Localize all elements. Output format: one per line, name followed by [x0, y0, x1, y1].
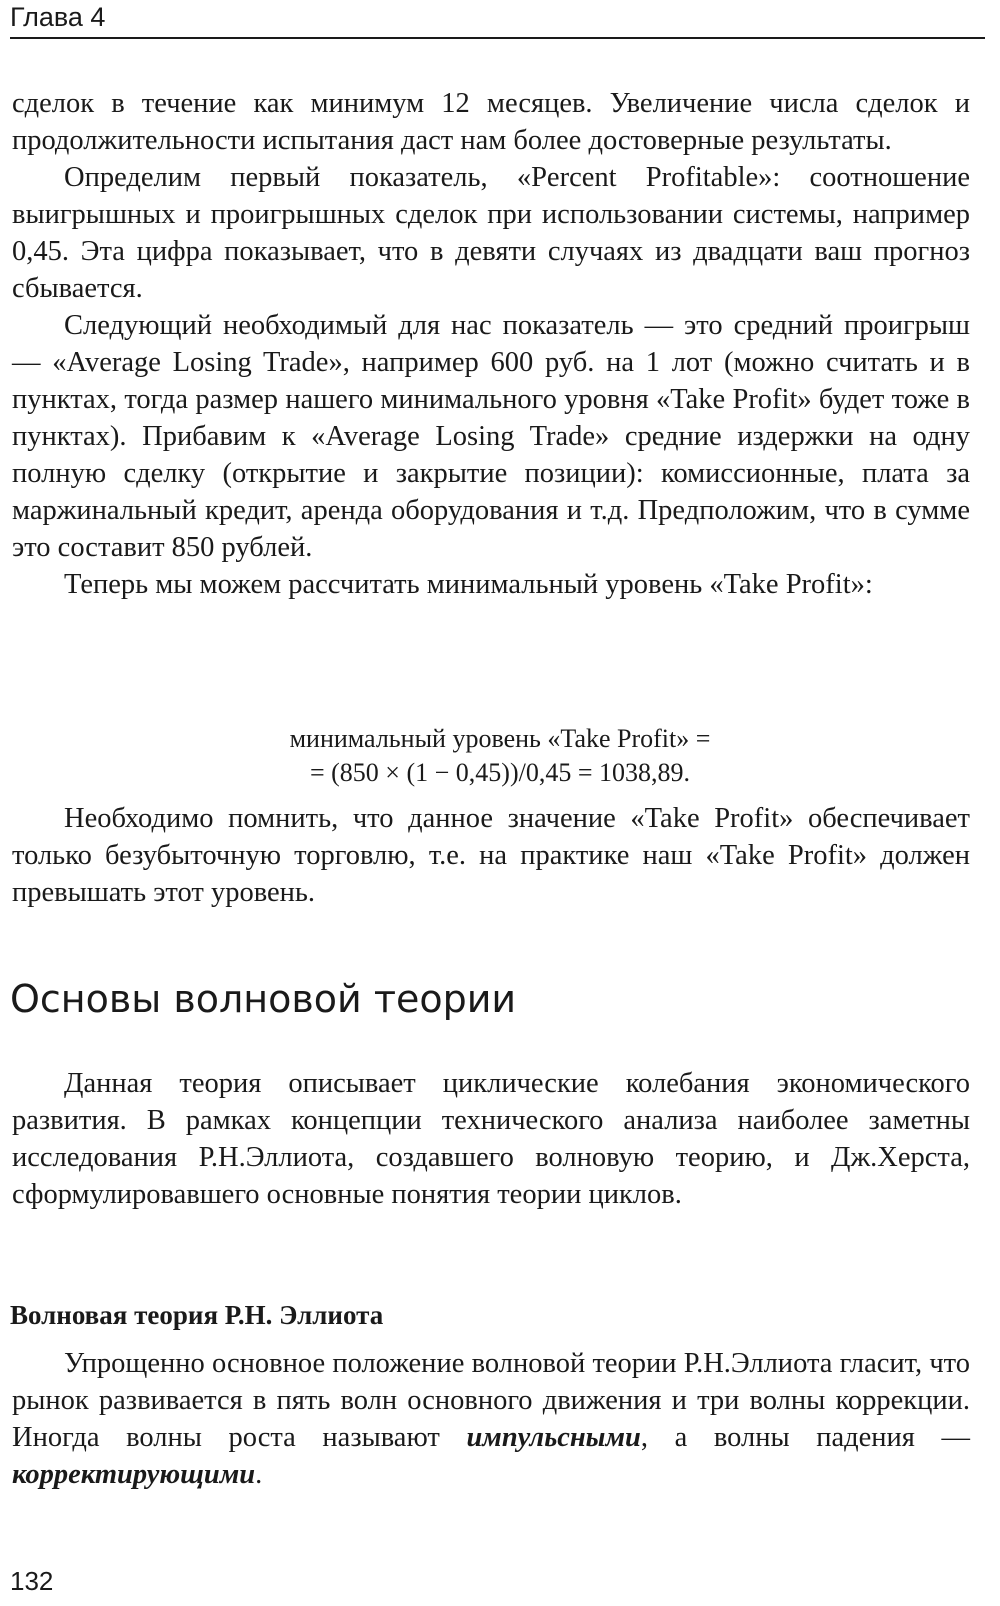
subsection-heading: Волновая теория Р.Н. Эллиота — [10, 1300, 384, 1330]
text: . — [255, 1459, 263, 1490]
text: , а волны падения — — [640, 1422, 971, 1453]
section-body-1 — [12, 85, 970, 603]
page-number: 132 — [10, 1566, 54, 1596]
text: Упрощенно основное положение волновой теории Р.Н.Эллиота гласит, что рынок развивается в пять волн основного движения и три волны коррекции. Иногда волны роста называют — [12, 1348, 970, 1453]
emphasis: импульсными — [466, 1422, 641, 1453]
paragraph: Теперь мы можем рассчитать минимальный уровень «Take Profit»: — [64, 569, 873, 600]
paragraph: Необходимо помнить, что данное значение «Take Profit» обеспечивает только безубыточную торговлю, т.е. на практике наш «Take Profit» должен превышать этот уровень. — [12, 803, 970, 908]
section-body-3 — [12, 1065, 970, 1213]
formula-line-2: = (850 × (1 − 0,45))/0,45 = 1038,89. — [309, 758, 690, 787]
paragraph: сделок в течение как минимум 12 месяцев. Увеличение числа сделок и продолжительности испытания даст нам более достоверные результаты. — [12, 88, 970, 156]
paragraph: Определим первый показатель, «Percent Profitable»: соотношение выигрышных и проигрышных сделок при использовании системы, например 0,45. Эта цифра показывает, что в девяти случаях из двадцати ваш прогноз сбывается. — [12, 162, 970, 304]
chapter-header: Глава 4 — [10, 2, 985, 39]
section-body-4 — [12, 1345, 970, 1493]
emphasis: корректирующими — [12, 1459, 256, 1490]
paragraph — [12, 1345, 970, 1493]
paragraph: Данная теория описывает циклические колебания экономического развития. В рамках концепции технического анализа наиболее заметны исследования Р.Н.Эллиота, создавшего волновую теорию, и Дж.Херста, сформулировавшего основные понятия теории циклов. — [12, 1068, 970, 1210]
paragraph: Следующий необходимый для нас показатель — это средний проигрыш — «Average Losing Trade», например 600 руб. на 1 лот (можно считать и в пунктах, тогда размер нашего минимального уровня «Take Profit» будет тоже в пунктах). Прибавим к «Average Losing Trade» средние издержки на одну полную сделку (открытие и закрытие позиции): комиссионные, плата за маржинальный кредит, аренда оборудования и т.д. Предположим, что в сумме это составит 850 рублей. — [12, 310, 970, 563]
formula-line-1: минимальный уровень «Take Profit» = — [289, 724, 711, 753]
section-body-2 — [12, 800, 970, 911]
section-heading: Основы волновой теории — [10, 977, 517, 1021]
